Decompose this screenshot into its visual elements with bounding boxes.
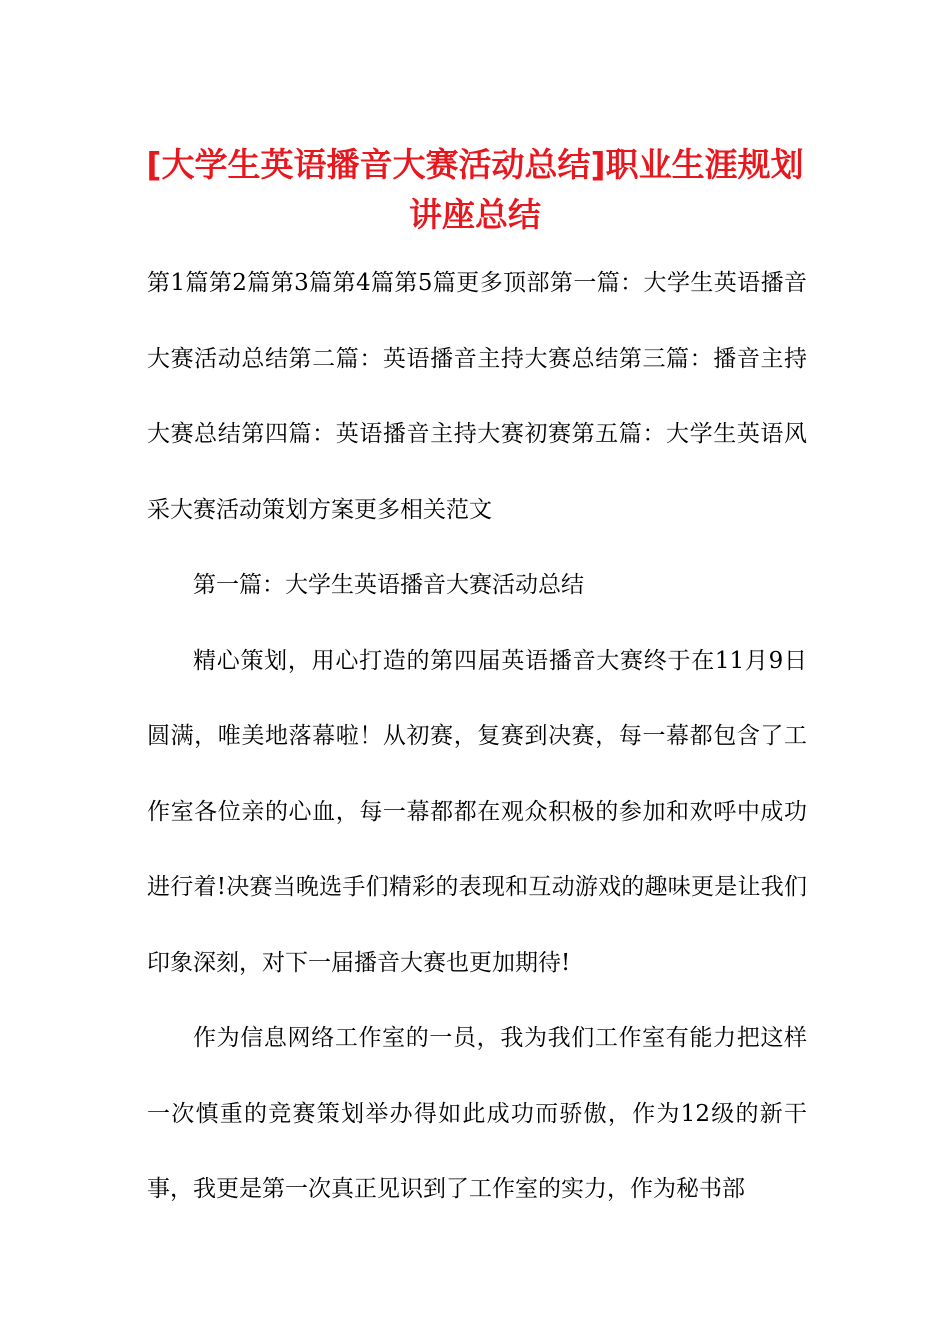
- document-body: [147, 246, 807, 1228]
- section-heading: 第一篇：大学生英语播音大赛活动总结: [193, 572, 584, 598]
- toc-paragraph: 第1篇第2篇第3篇第4篇第5篇更多顶部第一篇：大学生英语播音大赛活动总结第二篇：英语播音主持大赛总结第三篇：播音主持大赛总结第四篇：英语播音主持大赛初赛第五篇：大学生英语风采大赛活动策划方案更多相关范文: [147, 270, 807, 523]
- body-paragraph: 作为信息网络工作室的一员，我为我们工作室有能力把这样一次慎重的竞赛策划举办得如此成功而骄傲，作为12级的新干事，我更是第一次真正见识到了工作室的实力，作为秘书部: [147, 1025, 807, 1202]
- document-title: [大学生英语播音大赛活动总结]职业生涯规划讲座总结: [146, 145, 804, 234]
- body-paragraph: 精心策划，用心打造的第四届英语播音大赛终于在11月9日圆满，唯美地落幕啦！从初赛，复赛到决赛，每一幕都包含了工作室各位亲的心血，每一幕都都在观众积极的参加和欢呼中成功进行着!决赛当晚选手们精彩的表现和互动游戏的趣味更是让我们印象深刻，对下一届播音大赛也更加期待!: [147, 647, 807, 976]
